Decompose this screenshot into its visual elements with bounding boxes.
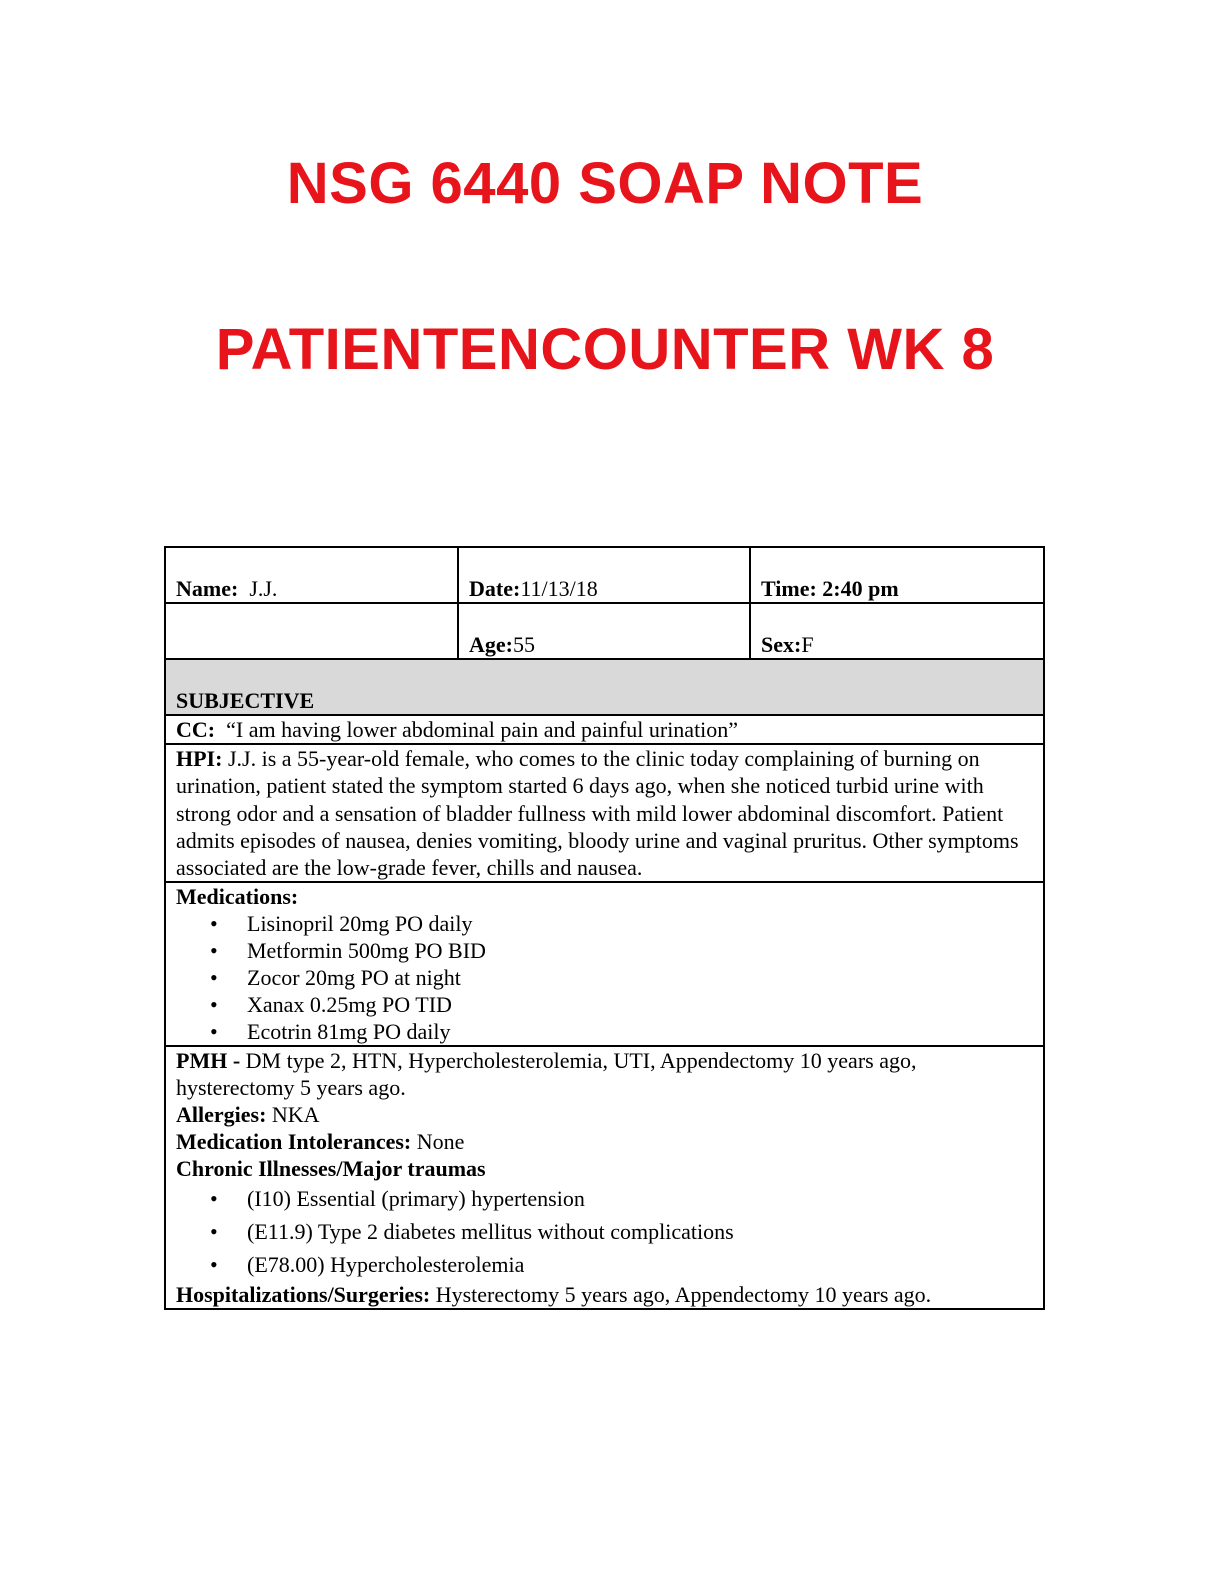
document-title: NSG 6440 SOAP NOTE: [286, 151, 924, 216]
medications-cell: [165, 882, 1044, 1046]
age-cell: [458, 603, 750, 659]
allergies-text: NKA: [271, 1102, 320, 1128]
header-row-1: [165, 547, 1044, 603]
empty-cell: [165, 603, 458, 659]
date-value: 11/13/18: [520, 576, 598, 601]
time-label: Time: 2:40 pm: [761, 576, 899, 601]
hpi-label: HPI:: [176, 746, 223, 771]
hospitalizations-label: Hospitalizations/Surgeries:: [176, 1282, 431, 1308]
medication-item: • Zocor 20mg PO at night: [176, 964, 1033, 991]
hpi-row: [165, 744, 1044, 882]
chief-complaint-cell: [165, 715, 1044, 744]
age-value: 55: [512, 632, 535, 657]
pmh-text: DM type 2, HTN, Hypercholesterolemia, UTI, Appendectomy 10 years ago, hysterectomy 5 years ago.: [176, 1048, 917, 1101]
chronic-item: • (I10) Essential (primary) hypertension: [176, 1182, 1033, 1215]
medication-item: • Ecotrin 81mg PO daily: [176, 1018, 1033, 1045]
cc-text: “I am having lower abdominal pain and painful urination”: [226, 717, 739, 742]
name-label: Name:: [176, 576, 239, 601]
date-cell: [458, 547, 750, 603]
hospitalizations-text: Hysterectomy 5 years ago, Appendectomy 10 years ago.: [435, 1282, 932, 1308]
hospitalizations-line: [176, 1281, 1033, 1308]
name-cell: [165, 547, 458, 603]
chief-complaint-row: [165, 715, 1044, 744]
pmh-label: PMH -: [176, 1048, 241, 1074]
allergies-line: [176, 1101, 1033, 1128]
medications-row: [165, 882, 1044, 1046]
header-row-2: [165, 603, 1044, 659]
subjective-heading: SUBJECTIVE: [165, 659, 1044, 715]
allergies-label: Allergies:: [176, 1102, 267, 1128]
medications-list: [176, 910, 1033, 1045]
pmh-cell: [165, 1046, 1044, 1309]
intolerances-line: [176, 1128, 1033, 1155]
hpi-text: J.J. is a 55-year-old female, who comes to the clinic today complaining of burning on urination, patient stated the symptom started 6 days ago, when she noticed turbid urine with strong odor and a sensation of bladder fullness with mild lower abdominal discomfort. Patient admits episodes of nausea, denies vomiting, bloody urine and vaginal pruritus. Other symptoms associated are the low-grade fever, chills and nausea.: [176, 746, 1019, 881]
subjective-section-row: [165, 659, 1044, 715]
age-label: Age:: [469, 632, 513, 657]
time-cell: [750, 547, 1044, 603]
medications-label: Medications:: [176, 884, 299, 910]
document-subtitle: PATIENTENCOUNTER WK 8: [215, 317, 995, 382]
chronic-item: • (E78.00) Hypercholesterolemia: [176, 1248, 1033, 1281]
medication-item: • Lisinopril 20mg PO daily: [176, 910, 1033, 937]
chronic-item: • (E11.9) Type 2 diabetes mellitus without complications: [176, 1215, 1033, 1248]
sex-value: F: [801, 632, 814, 657]
date-label: Date:: [469, 576, 521, 601]
medication-item: • Xanax 0.25mg PO TID: [176, 991, 1033, 1018]
chronic-label: Chronic Illnesses/Major traumas: [176, 1156, 486, 1182]
pmh-row: [165, 1046, 1044, 1309]
hpi-cell: [165, 744, 1044, 882]
sex-label: Sex:: [761, 632, 802, 657]
soap-note-table: [164, 546, 1045, 1310]
intolerances-text: None: [416, 1129, 465, 1155]
chronic-list: [176, 1182, 1033, 1281]
pmh-line: [176, 1047, 1033, 1101]
name-value: J.J.: [249, 576, 278, 601]
cc-label: CC:: [176, 717, 216, 742]
medication-item: • Metformin 500mg PO BID: [176, 937, 1033, 964]
sex-cell: [750, 603, 1044, 659]
intolerances-label: Medication Intolerances:: [176, 1129, 412, 1155]
